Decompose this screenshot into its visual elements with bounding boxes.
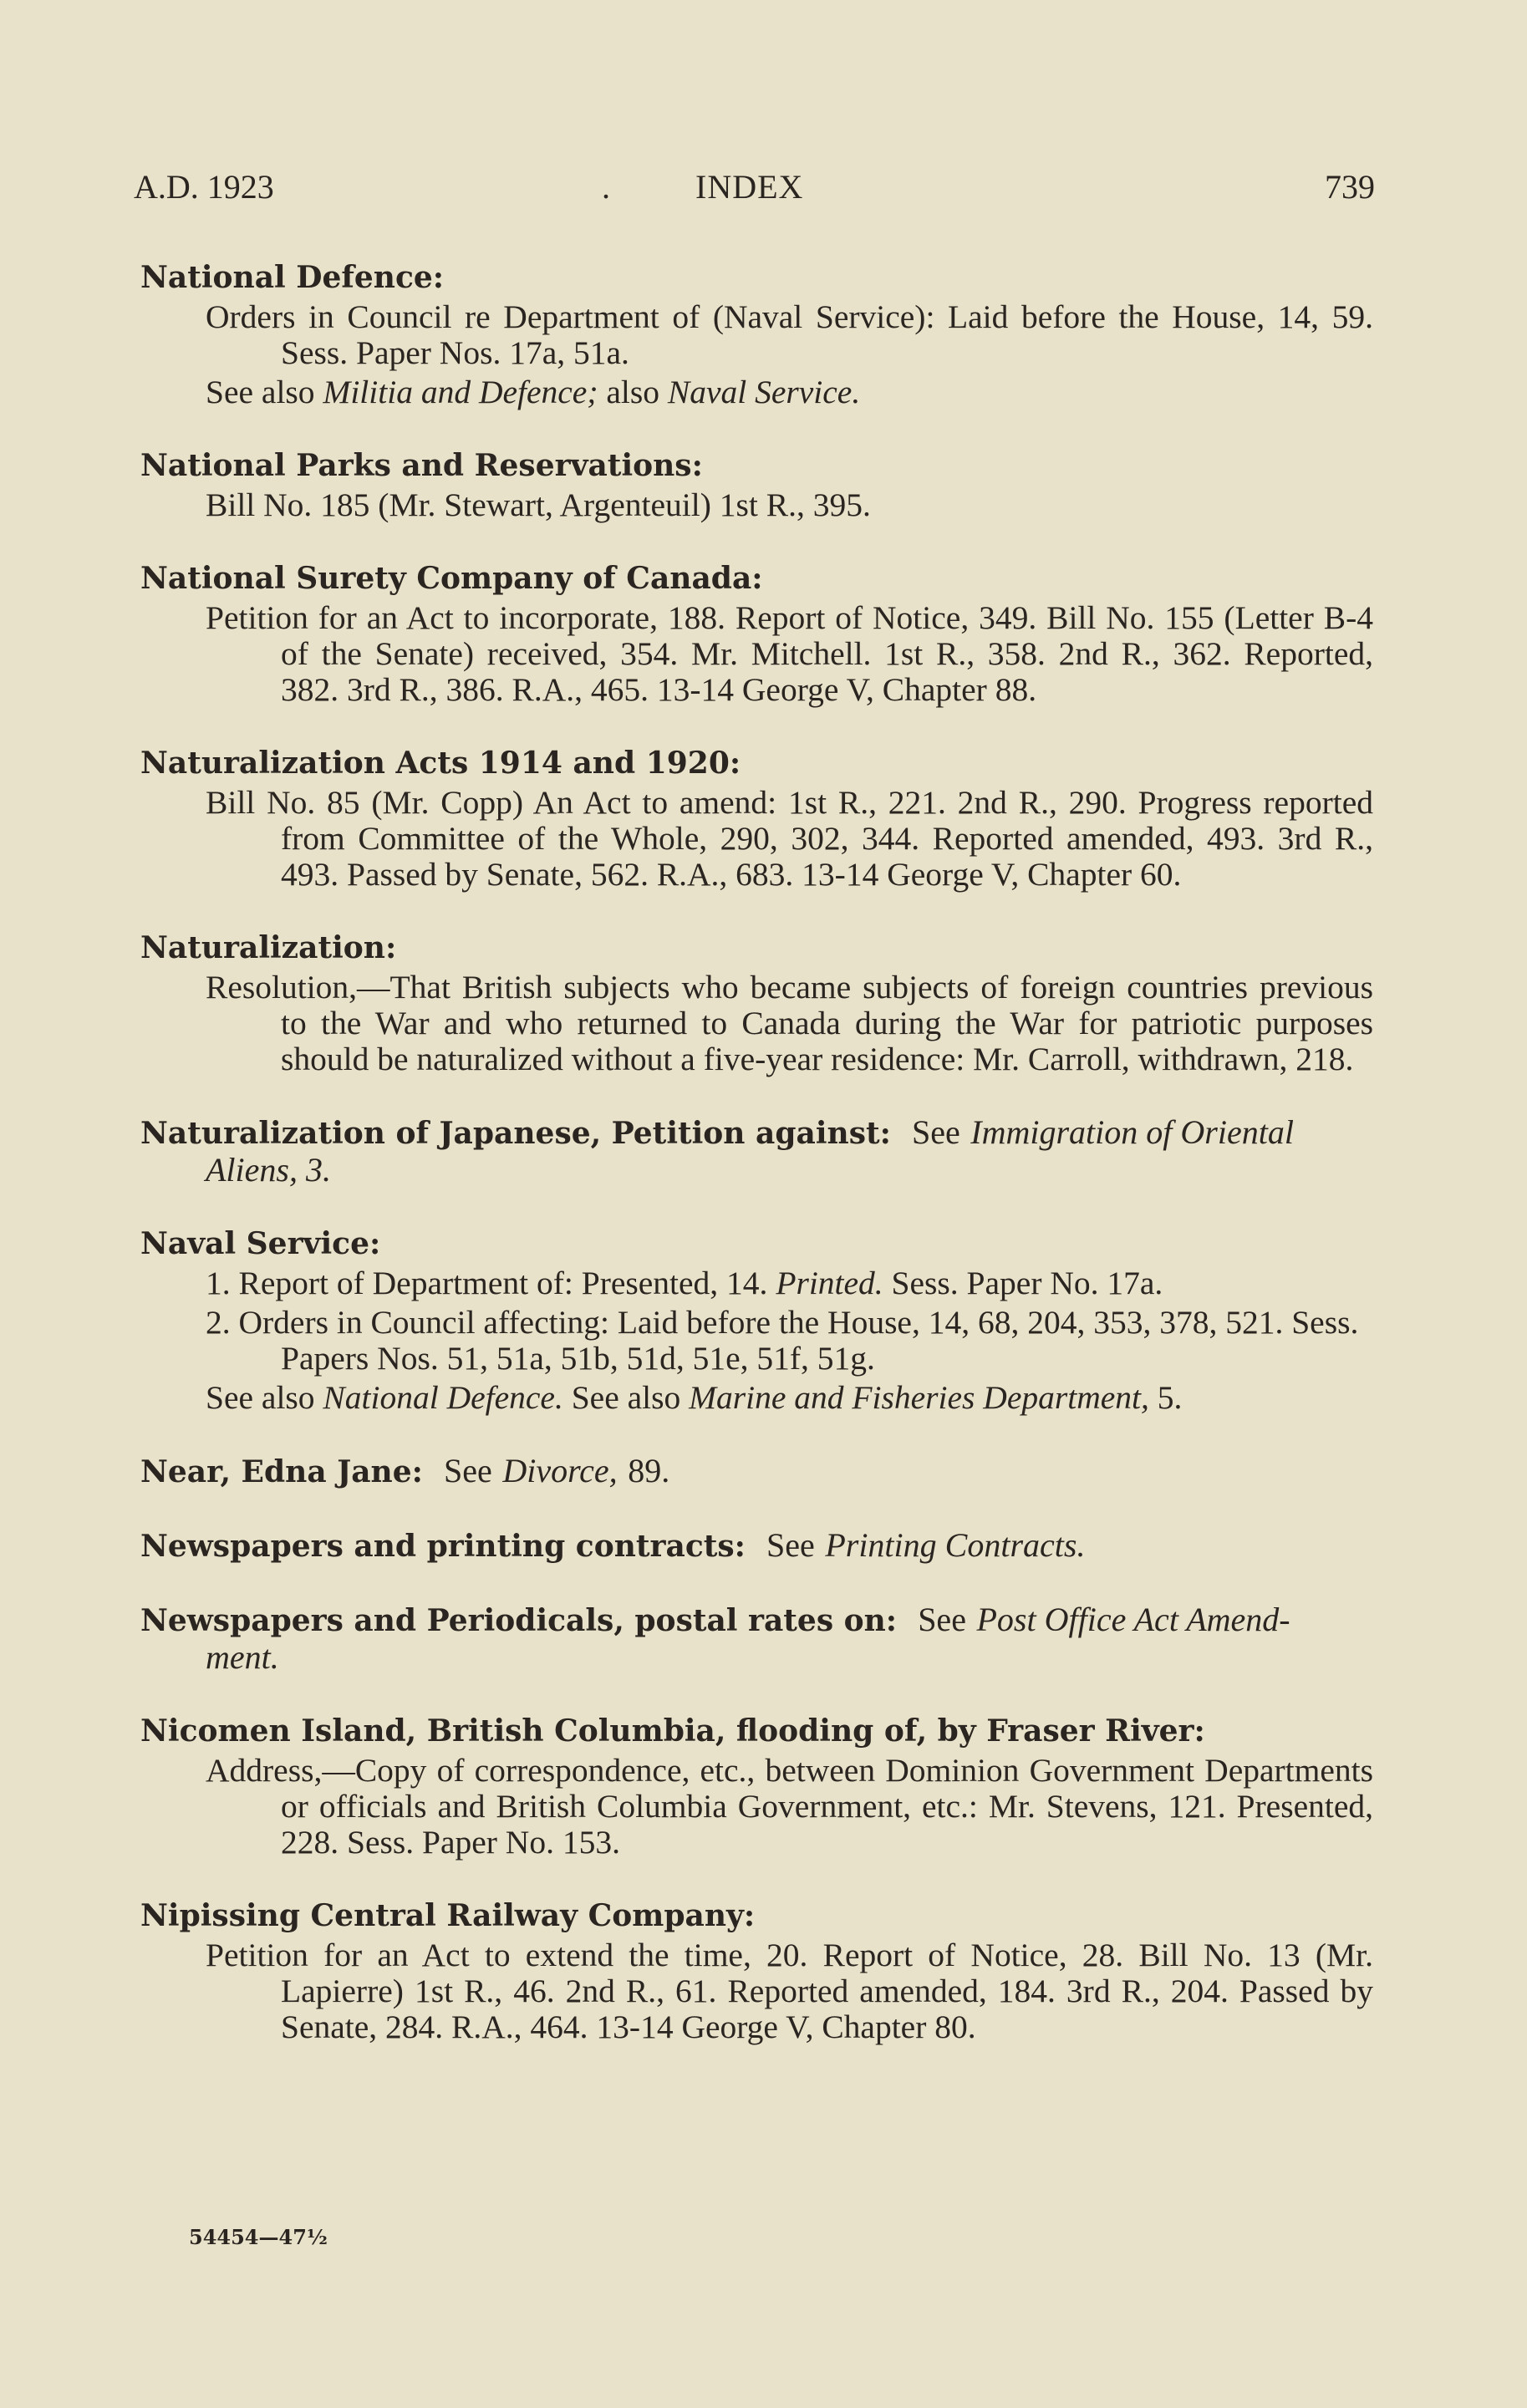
list-item <box>140 1265 1373 1301</box>
item-italic: Printed. <box>776 1265 883 1301</box>
header-dot: . <box>602 168 610 206</box>
see-end: 5. <box>1148 1379 1183 1416</box>
entry-national-surety <box>140 560 1373 708</box>
entry-naturalization-acts <box>140 745 1373 893</box>
entry-naval-service <box>140 1225 1373 1416</box>
entry-text: Bill No. 85 (Mr. Copp) An Act to amend: 1st R., 221. 2nd R., 290. Progress reported from Committee of the Whole, 290, 302, 344. Reported amended, 493. 3rd R., 493. Passed by Senate, 562. R.A., 683. 13-14 George V, Chapter 60. <box>206 784 1373 893</box>
heading-text: Naturalization of Japanese, Petition against: <box>140 1116 891 1151</box>
cross-reference: Militia and Defence; <box>323 374 598 410</box>
entry-heading: National Defence: <box>140 260 445 295</box>
entry-text: Orders in Council re Department of (Naval Service): Laid before the House, 14, 59. Sess. Paper Nos. 17a, 51a. <box>206 298 1373 371</box>
cross-reference: Divorce, <box>502 1452 618 1489</box>
year-label: A.D. 1923 <box>134 168 274 206</box>
entry-heading <box>140 1453 1373 1490</box>
see-end: 89. <box>628 1452 670 1489</box>
heading-text: Near, Edna Jane: <box>140 1454 423 1489</box>
entry-heading: Nipissing Central Railway Company: <box>140 1898 756 1933</box>
see-label: See <box>444 1452 492 1489</box>
see-label: See <box>911 1113 960 1151</box>
item-text: Sess. Paper No. 17a. <box>883 1265 1163 1301</box>
entry-text: Address,—Copy of correspondence, etc., between Dominion Government Departments or officials and British Columbia Government, etc.: Mr. Stevens, 121. Presented, 228. Sess. Paper No. 153. <box>206 1752 1373 1861</box>
entry-heading: National Parks and Reservations: <box>140 448 703 483</box>
entry-heading <box>140 1601 1373 1676</box>
cross-reference-cont: Aliens, 3. <box>206 1151 331 1189</box>
entry-newspapers-printing <box>140 1527 1373 1565</box>
entry-heading <box>140 1114 1373 1189</box>
entry-naturalization-japanese <box>140 1114 1373 1189</box>
entry-nicomen-island <box>140 1713 1373 1861</box>
item-text: 1. Report of Department of: Presented, 14. <box>206 1265 776 1301</box>
cross-reference: Post Office Act Amend- <box>976 1601 1290 1638</box>
cross-reference: Printing Contracts. <box>825 1526 1086 1564</box>
entry-near-edna <box>140 1453 1373 1490</box>
entry-text: Bill No. 185 (Mr. Stewart, Argenteuil) 1st R., 395. <box>206 486 871 523</box>
see-prefix: See also <box>206 374 323 410</box>
heading-text: Newspapers and printing contracts: <box>140 1529 746 1564</box>
heading-text: Newspapers and Periodicals, postal rates on: <box>140 1603 898 1638</box>
cross-reference: National Defence. <box>323 1379 563 1416</box>
see-label: See <box>918 1601 966 1638</box>
entry-national-parks <box>140 447 1373 523</box>
entry-text: Petition for an Act to extend the time, 20. Report of Notice, 28. Bill No. 13 (Mr. Lapierre) 1st R., 46. 2nd R., 61. Reported amended, 184. 3rd R., 204. Passed by Senate, 284. R.A., 464. 13-14 George V, Chapter 80. <box>206 1937 1373 2045</box>
print-code: 54454—47½ <box>189 2225 328 2249</box>
see-mid: See also <box>562 1379 690 1416</box>
index-entries <box>140 259 1373 2082</box>
entry-national-defence <box>140 259 1373 410</box>
entry-text: Petition for an Act to incorporate, 188. Report of Notice, 349. Bill No. 155 (Letter B-4 of the Senate) received, 354. Mr. Mitchell. 1st R., 358. 2nd R., 362. Reported, 382. 3rd R., 386. R.A., 465. 13-14 George V, Chapter 88. <box>206 599 1373 708</box>
entry-heading: Naturalization Acts 1914 and 1920: <box>140 746 741 781</box>
entry-naturalization <box>140 929 1373 1077</box>
running-head <box>134 167 1375 217</box>
see-label: See <box>766 1526 815 1564</box>
cross-reference: Marine and Fisheries Department, <box>689 1379 1149 1416</box>
entry-heading: Nicomen Island, British Columbia, flooding of, by Fraser River: <box>140 1713 1205 1749</box>
page-title: INDEX <box>695 168 804 206</box>
entry-heading <box>140 1527 1373 1565</box>
entry-heading: National Surety Company of Canada: <box>140 561 763 596</box>
see-prefix: See also <box>206 1379 323 1416</box>
cross-reference: Naval Service. <box>667 374 861 410</box>
list-item: 2. Orders in Council affecting: Laid before the House, 14, 68, 204, 353, 378, 521. Sess. Papers Nos. 51, 51a, 51b, 51d, 51e, 51f, 51g. <box>206 1304 1359 1377</box>
entry-newspapers-periodicals <box>140 1601 1373 1676</box>
entry-heading: Naturalization: <box>140 930 397 965</box>
see-mid: also <box>598 374 668 410</box>
cross-reference-cont: ment. <box>206 1638 279 1676</box>
entry-nipissing-central <box>140 1897 1373 2045</box>
entry-heading: Naval Service: <box>140 1226 381 1261</box>
see-also <box>140 1380 1373 1416</box>
cross-reference: Immigration of Oriental <box>970 1113 1294 1151</box>
entry-text: Resolution,—That British subjects who became subjects of foreign countries previous to the War and who returned to Canada during the War for patriotic purposes should be naturalized without a five-year residence: Mr. Carroll, withdrawn, 218. <box>206 969 1373 1077</box>
see-also <box>140 374 1373 410</box>
page-number: 739 <box>1325 168 1375 206</box>
